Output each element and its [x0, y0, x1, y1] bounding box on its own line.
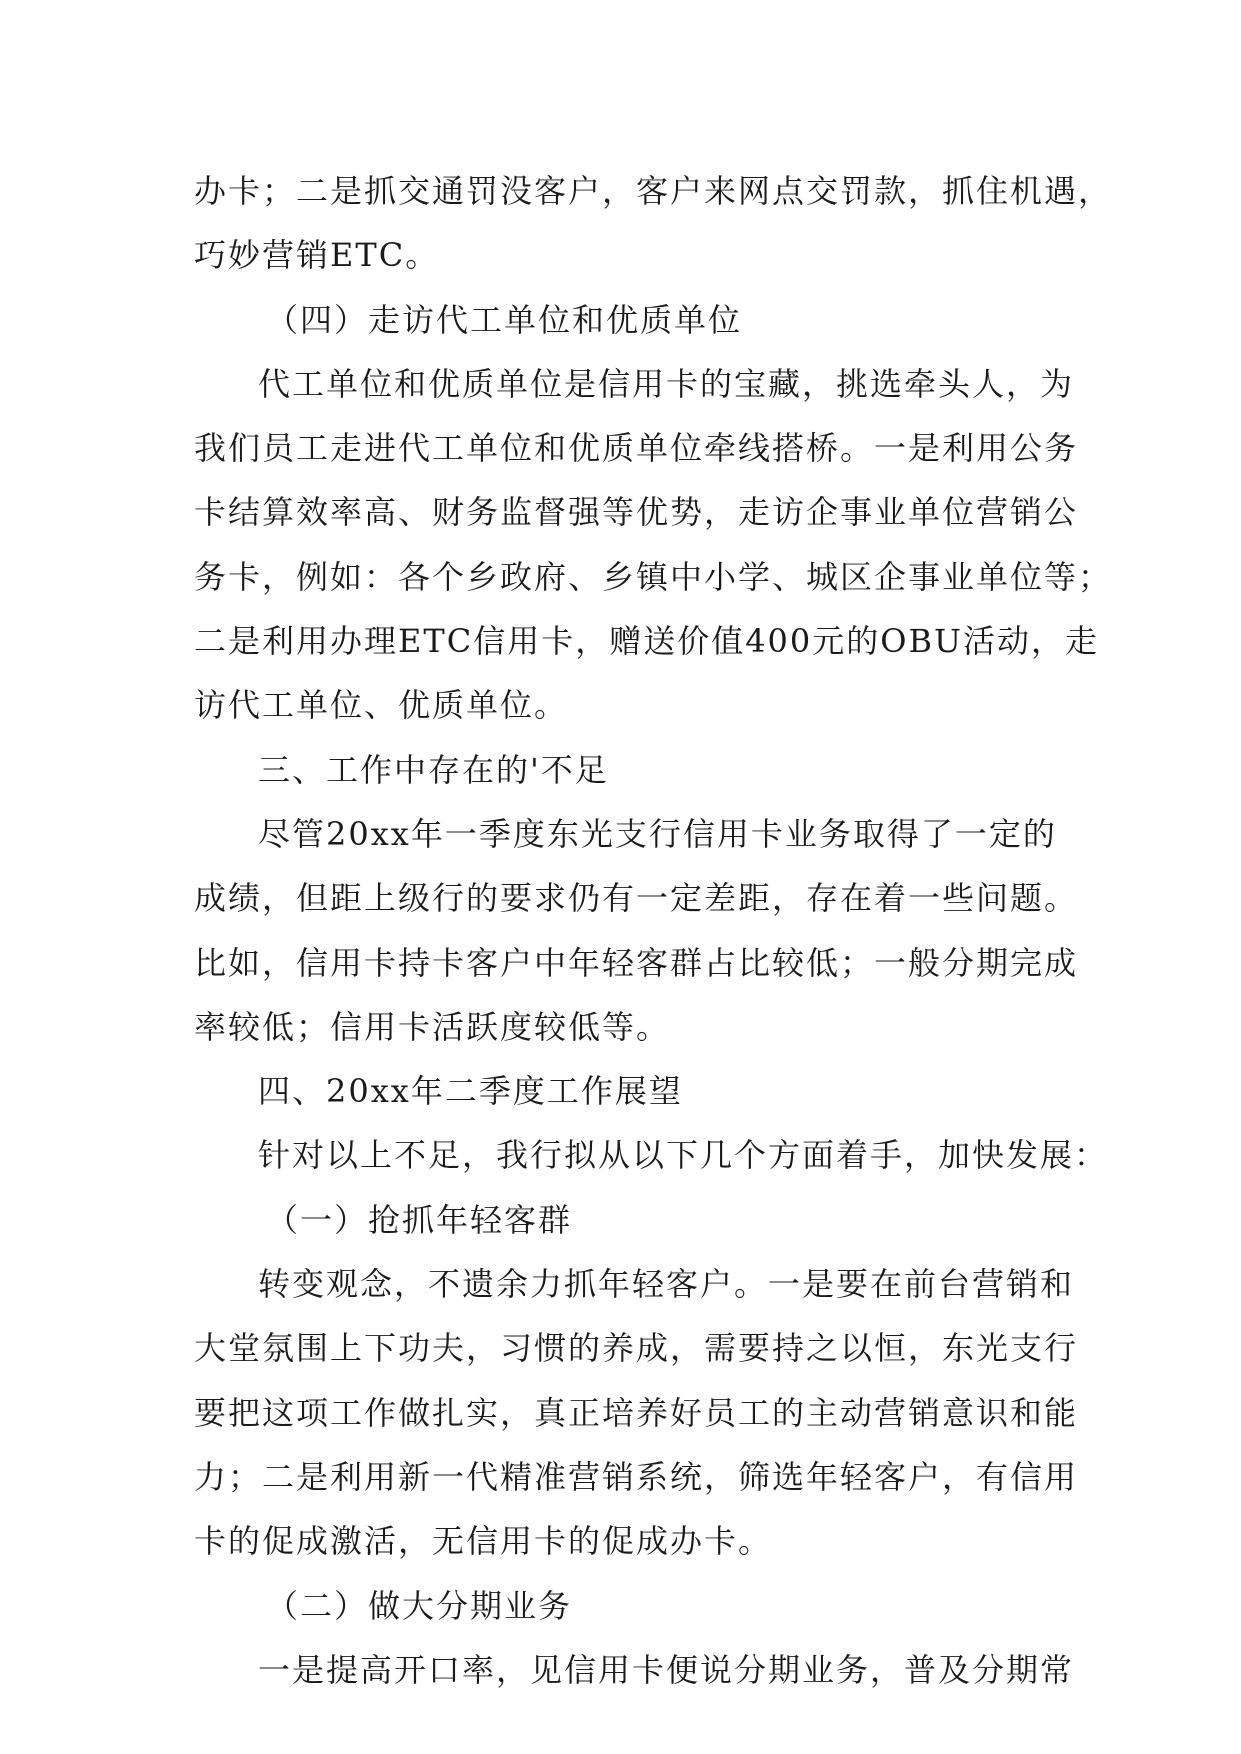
paragraph-line: 一是提高开口率，见信用卡便说分期业务，普及分期常 — [258, 1650, 1075, 1689]
paragraph-line: 卡结算效率高、财务监督强等优势，走访企事业单位营销公 — [194, 493, 1079, 532]
paragraph-line: 访代工单位、优质单位。 — [194, 686, 569, 725]
paragraph-line: 针对以上不足，我行拟从以下几个方面着手，加快发展： — [258, 1136, 1109, 1175]
paragraph-line: 比如，信用卡持卡客户中年轻客群占比较低；一般分期完成 — [194, 943, 1079, 982]
section-heading: 四、20xx年二季度工作展望 — [258, 1072, 683, 1111]
paragraph-line: 力；二是利用新一代精准营销系统，筛选年轻客户，有信用 — [194, 1457, 1079, 1496]
paragraph-line: 大堂氛围上下功夫，习惯的养成，需要持之以恒，东光支行 — [194, 1329, 1079, 1368]
paragraph-line: 务卡，例如：各个乡政府、乡镇中小学、城区企事业单位等； — [194, 557, 1113, 596]
paragraph-line: 我们员工走进代工单位和优质单位牵线搭桥。一是利用公务 — [194, 429, 1079, 468]
section-heading: （一）抢抓年轻客群 — [266, 1200, 573, 1239]
document-body — [194, 159, 1113, 1702]
paragraph-line: 尽管20xx年一季度东光支行信用卡业务取得了一定的 — [258, 814, 1057, 853]
section-heading: （二）做大分期业务 — [266, 1586, 573, 1625]
paragraph-line: 成绩，但距上级行的要求仍有一定差距，存在着一些问题。 — [194, 879, 1079, 918]
paragraph-line: 要把这项工作做扎实，真正培养好员工的主动营销意识和能 — [194, 1393, 1079, 1432]
section-heading: （四）走访代工单位和优质单位 — [266, 300, 743, 339]
section-heading: 三、工作中存在的'不足 — [258, 750, 609, 789]
paragraph-line: 卡的促成激活，无信用卡的促成办卡。 — [194, 1522, 773, 1561]
paragraph-line: 转变观念，不遗余力抓年轻客户。一是要在前台营销和 — [258, 1265, 1075, 1304]
paragraph-line: 巧妙营销ETC。 — [194, 236, 440, 275]
paragraph-line: 代工单位和优质单位是信用卡的宝藏，挑选牵头人，为 — [258, 364, 1075, 403]
paragraph-line: 办卡；二是抓交通罚没客户，客户来网点交罚款，抓住机遇， — [194, 172, 1113, 210]
paragraph-line: 二是利用办理ETC信用卡，赠送价值400元的OBU活动，走 — [194, 622, 1099, 661]
paragraph-line: 率较低；信用卡活跃度较低等。 — [194, 1007, 671, 1046]
